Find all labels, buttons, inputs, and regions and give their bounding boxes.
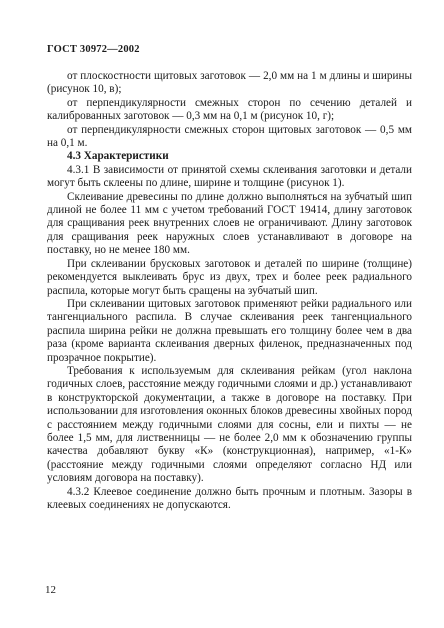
paragraph-slat-requirements: Требования к используемым для склеивания рейкам (угол наклона годичных слоев, расстояние между годичными слоями и др.) устанавливают в конструкторской документации, а также в договоре на поставку. При использовании для изготовления оконных блоков древесины хвойных пород с расстоянием между годичными слоями для сосны, ели и пихты — не более 1,5 мм, для лиственницы — не более 2,0 мм к обозначению группы качества добавляют букву «К» (конструкционная), например, «1-К» (расстояние между годичными слоями определяют согласно НД или условиям договора на поставку). (47, 364, 412, 485)
document-body (47, 70, 412, 512)
paragraph-gluing-schemes: 4.3.1 В зависимости от принятой схемы склеивания заготовки и детали могут быть склеены по длине, ширине и толщине (рисунок 1). (47, 163, 412, 190)
paragraph-flatness: от плоскостности щитовых заготовок — 2,0 мм на 1 м длины и ширины (рисунок 10, в); (47, 70, 412, 96)
paragraph-length-gluing: Склеивание древесины по длине должно выполняться на зубчатый шип длиной не более 11 мм с учетом требований ГОСТ 19414, длину заготовок для сращивания реек внутренних слоев не ограничивают. Длину заготовок для сращивания реек наружных слоев устанавливают в договоре на поставку, но не менее 180 мм. (47, 190, 412, 257)
section-title: 4.3 Характеристики (67, 150, 169, 163)
document-header: ГОСТ 30972—2002 (47, 44, 140, 55)
paragraph-perpendicularity-sections: от перпендикулярности смежных сторон по сечению деталей и калиброванных заготовок — 0,3 мм на 0,1 м (рисунок 10, г); (47, 96, 412, 123)
page-number: 12 (45, 584, 56, 596)
paragraph-panel-gluing: При склеивании щитовых заготовок применяют рейки радиального или тангенциального распила. В случае склеивания реек тангенциального распила ширина рейки не должна превышать его толщину более чем в два раза (кроме варианта склеивания дверных филенок, предназначенных под прозрачное покрытие). (47, 297, 412, 364)
paragraph-width-gluing: При склеивании брусковых заготовок и деталей по ширине (толщине) рекомендуется выклеивать брус из двух, трех и более реек радиального распила, которые могут быть сращены на зубчатый шип. (47, 257, 412, 297)
paragraph-perpendicularity-panels: от перпендикулярности смежных сторон щитовых заготовок — 0,5 мм на 0,1 м. (47, 123, 412, 150)
paragraph-glue-joint: 4.3.2 Клеевое соединение должно быть прочным и плотным. Зазоры в клеевых соединениях не допускаются. (47, 485, 412, 511)
